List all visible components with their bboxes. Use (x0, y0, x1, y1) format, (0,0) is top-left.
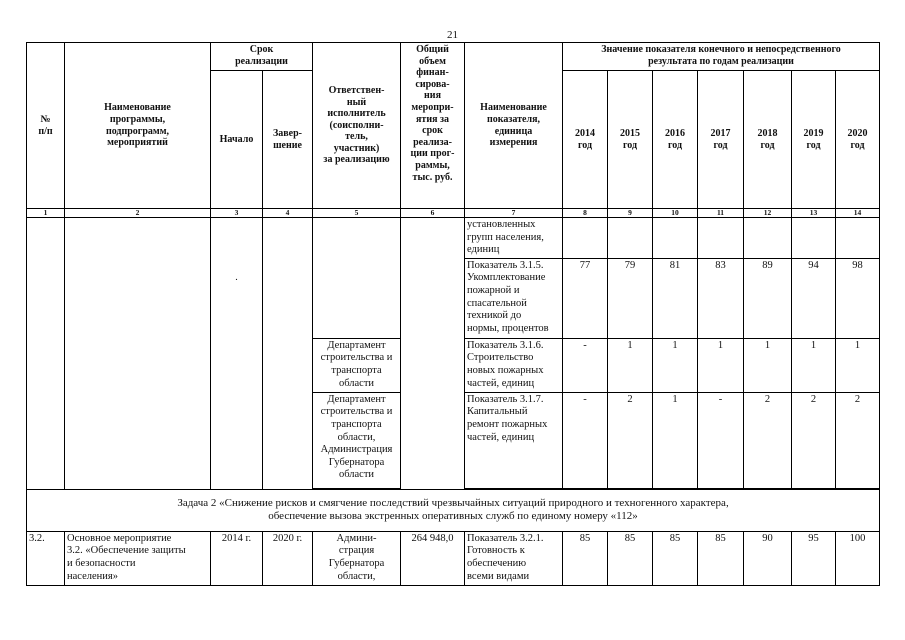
indicator-cell: установленных групп населения, единиц (465, 218, 563, 259)
header-period: Срок реализации (211, 43, 313, 71)
value-cell: 81 (653, 258, 698, 338)
value-cell: 90 (744, 531, 792, 585)
header-year: 2017 год (698, 71, 744, 209)
value-cell: - (698, 392, 744, 488)
col-number: 5 (313, 209, 401, 218)
cell-volume-empty (401, 218, 465, 490)
value-cell: 2 (744, 392, 792, 488)
end-cell: 2020 г. (263, 531, 313, 585)
value-cell: 1 (698, 338, 744, 392)
col-number: 9 (608, 209, 653, 218)
col-number: 14 (836, 209, 880, 218)
cell-start-empty: · (211, 218, 263, 490)
header-values-title: Значение показателя конечного и непосредственного результата по годам реализации (563, 43, 880, 71)
header-num: № п/п (27, 43, 65, 209)
header-row-1 (27, 43, 880, 71)
value-cell: 1 (653, 338, 698, 392)
col-number: 4 (263, 209, 313, 218)
indicator-cell: Показатель 3.1.6. Строительство новых пожарных частей, единиц (465, 338, 563, 392)
value-cell: 94 (792, 258, 836, 338)
value-cell: 98 (836, 258, 880, 338)
value-cell: - (563, 338, 608, 392)
col-number: 3 (211, 209, 263, 218)
value-cell: 2 (792, 392, 836, 488)
header-indicator: Наименование показателя, единица измерения (465, 43, 563, 209)
value-cell: 89 (744, 258, 792, 338)
col-number: 12 (744, 209, 792, 218)
value-cell: 95 (792, 531, 836, 585)
page-number: 21 (447, 29, 458, 41)
header-year: 2019 год (792, 71, 836, 209)
value-cell: 1 (608, 338, 653, 392)
indicator-cell: Показатель 3.2.1. Готовность к обеспечению всеми видами (465, 531, 563, 585)
task-heading: Задача 2 «Снижение рисков и смягчение последствий чрезвычайных ситуаций природного и техногенного характера, обеспечение вызова экстренных оперативных служб по единому номеру «112» (27, 489, 880, 531)
indicator-cell: Показатель 3.1.7. Капитальный ремонт пожарных частей, единиц (465, 392, 563, 488)
indicator-cell: Показатель 3.1.5. Укомплектование пожарной и спасательной техникой до нормы, процентов (465, 258, 563, 338)
value-cell: 2 (608, 392, 653, 488)
value-cell: 2 (836, 392, 880, 488)
cell-num-empty (27, 218, 65, 490)
col-number: 7 (465, 209, 563, 218)
responsible-cell: Админи- страция Губернатора области, (313, 531, 401, 585)
row-number: 3.2. (27, 531, 65, 585)
header-year: 2014 год (563, 71, 608, 209)
header-year: 2016 год (653, 71, 698, 209)
table-row (27, 531, 880, 585)
header-year: 2018 год (744, 71, 792, 209)
value-cell: 100 (836, 531, 880, 585)
col-number: 8 (563, 209, 608, 218)
header-responsible: Ответствен- ный исполнитель (соисполни- тель, участник) за реализацию (313, 43, 401, 209)
cell-end-empty (263, 218, 313, 490)
value-cell: 1 (653, 392, 698, 488)
cell-name-empty (65, 218, 211, 490)
col-number: 10 (653, 209, 698, 218)
header-end: Завер- шение (263, 71, 313, 209)
col-number: 11 (698, 209, 744, 218)
value-cell: 1 (744, 338, 792, 392)
value-cell: 1 (792, 338, 836, 392)
value-cell: 1 (836, 338, 880, 392)
value-cell: 85 (653, 531, 698, 585)
start-cell: 2014 г. (211, 531, 263, 585)
value-cell: 77 (563, 258, 608, 338)
value-cell: 79 (608, 258, 653, 338)
responsible-cell: Департамент строительства и транспорта области (313, 338, 401, 392)
table-row (27, 218, 880, 259)
value-cell: - (563, 392, 608, 488)
header-year: 2020 год (836, 71, 880, 209)
cell-responsible-empty (313, 218, 401, 339)
header-name: Наименование программы, подпрограмм, мероприятий (65, 43, 211, 209)
col-number: 6 (401, 209, 465, 218)
col-number: 13 (792, 209, 836, 218)
value-cell: 85 (608, 531, 653, 585)
col-number: 1 (27, 209, 65, 218)
activity-name: Основное мероприятие 3.2. «Обеспечение защиты и безопасности населения» (65, 531, 211, 585)
value-cell: 85 (698, 531, 744, 585)
header-year: 2015 год (608, 71, 653, 209)
program-table (26, 42, 880, 586)
value-cell: 83 (698, 258, 744, 338)
column-number-row (27, 209, 880, 218)
table-row (27, 489, 880, 531)
volume-cell: 264 948,0 (401, 531, 465, 585)
header-start: Начало (211, 71, 263, 209)
value-cell: 85 (563, 531, 608, 585)
header-volume: Общий объем финан- сирова- ния меропри- ятия за срок реализа- ции прог- раммы, тыс. руб. (401, 43, 465, 209)
col-number: 2 (65, 209, 211, 218)
responsible-cell: Департамент строительства и транспорта области, Администрация Губернатора области (313, 392, 401, 488)
